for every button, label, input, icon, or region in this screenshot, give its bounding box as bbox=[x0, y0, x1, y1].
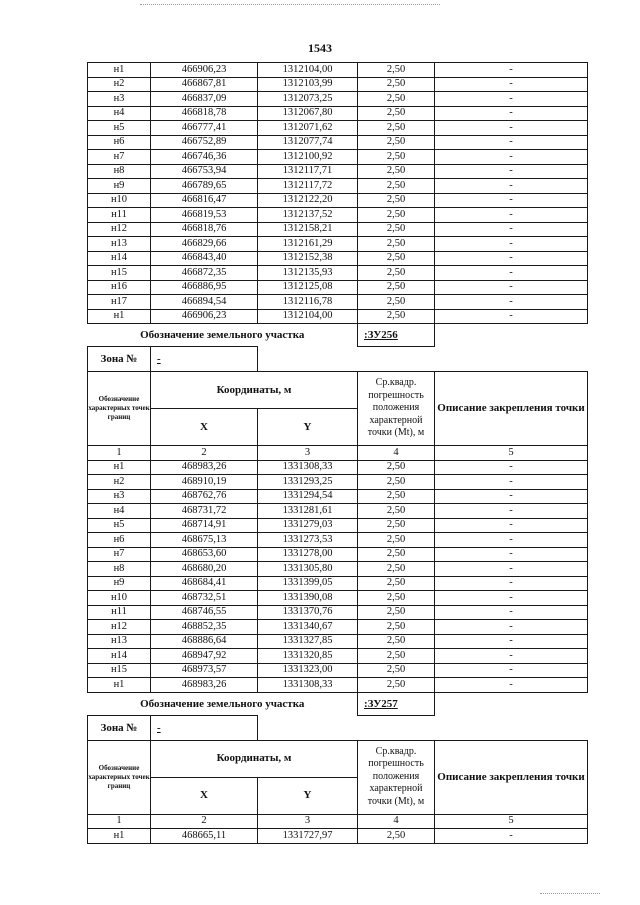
table-row bbox=[88, 280, 588, 295]
point-id-cell: н2 bbox=[88, 475, 151, 490]
description-cell: - bbox=[435, 634, 588, 649]
error-cell: 2,50 bbox=[358, 135, 435, 150]
point-id-cell: н1 bbox=[88, 678, 151, 693]
description-cell: - bbox=[435, 280, 588, 295]
table-row bbox=[88, 121, 588, 136]
col-number: 5 bbox=[435, 446, 588, 461]
y-coordinate-cell: 1312137,52 bbox=[258, 208, 358, 223]
y-coordinate-cell: 1312104,00 bbox=[258, 309, 358, 324]
section-zu257 bbox=[88, 692, 588, 829]
point-id-cell: н5 bbox=[88, 121, 151, 136]
x-coordinate-cell: 468714,91 bbox=[151, 518, 258, 533]
point-id-cell: н9 bbox=[88, 576, 151, 591]
description-cell: - bbox=[435, 121, 588, 136]
col-number: 3 bbox=[258, 446, 358, 461]
y-coordinate-cell: 1312073,25 bbox=[258, 92, 358, 107]
table-row bbox=[88, 620, 588, 635]
x-coordinate-cell: 466894,54 bbox=[151, 295, 258, 310]
header-error: Ср.квадр. погрешность положения характерной точки (Mt), м bbox=[358, 372, 435, 446]
point-id-cell: н13 bbox=[88, 634, 151, 649]
y-coordinate-cell: 1312125,08 bbox=[258, 280, 358, 295]
description-cell: - bbox=[435, 266, 588, 281]
x-coordinate-cell: 466752,89 bbox=[151, 135, 258, 150]
col-number: 1 bbox=[88, 814, 151, 829]
x-coordinate-cell: 466843,40 bbox=[151, 251, 258, 266]
zone-label: Зона № bbox=[88, 347, 151, 372]
y-coordinate-cell: 1312067,80 bbox=[258, 106, 358, 121]
description-cell: - bbox=[435, 678, 588, 693]
error-cell: 2,50 bbox=[358, 179, 435, 194]
error-cell: 2,50 bbox=[358, 678, 435, 693]
x-coordinate-cell: 468732,51 bbox=[151, 591, 258, 606]
table-row bbox=[88, 829, 588, 844]
x-coordinate-cell: 468983,26 bbox=[151, 678, 258, 693]
point-id-cell: н8 bbox=[88, 562, 151, 577]
zone-value: - bbox=[151, 715, 258, 740]
error-cell: 2,50 bbox=[358, 63, 435, 78]
y-coordinate-cell: 1331278,00 bbox=[258, 547, 358, 562]
table-row bbox=[88, 634, 588, 649]
point-id-cell: н4 bbox=[88, 106, 151, 121]
y-coordinate-cell: 1331370,76 bbox=[258, 605, 358, 620]
y-coordinate-cell: 1331399,05 bbox=[258, 576, 358, 591]
header-description: Описание закрепления точки bbox=[435, 740, 588, 814]
table-row bbox=[88, 562, 588, 577]
table-row bbox=[88, 179, 588, 194]
error-cell: 2,50 bbox=[358, 504, 435, 519]
error-cell: 2,50 bbox=[358, 489, 435, 504]
error-cell: 2,50 bbox=[358, 121, 435, 136]
table-row bbox=[88, 106, 588, 121]
error-cell: 2,50 bbox=[358, 518, 435, 533]
y-coordinate-cell: 1312117,72 bbox=[258, 179, 358, 194]
description-cell: - bbox=[435, 649, 588, 664]
error-cell: 2,50 bbox=[358, 533, 435, 548]
y-coordinate-cell: 1331320,85 bbox=[258, 649, 358, 664]
error-cell: 2,50 bbox=[358, 634, 435, 649]
error-cell: 2,50 bbox=[358, 605, 435, 620]
point-id-cell: н7 bbox=[88, 547, 151, 562]
y-coordinate-cell: 1312104,00 bbox=[258, 63, 358, 78]
y-coordinate-cell: 1331293,25 bbox=[258, 475, 358, 490]
error-cell: 2,50 bbox=[358, 649, 435, 664]
error-cell: 2,50 bbox=[358, 251, 435, 266]
table-row bbox=[88, 222, 588, 237]
section-zu256-rows bbox=[88, 460, 588, 692]
table-row bbox=[88, 295, 588, 310]
x-coordinate-cell: 468973,57 bbox=[151, 663, 258, 678]
point-id-cell: н1 bbox=[88, 63, 151, 78]
table-row bbox=[88, 77, 588, 92]
description-cell: - bbox=[435, 92, 588, 107]
table-row bbox=[88, 547, 588, 562]
table-row bbox=[88, 533, 588, 548]
point-id-cell: н12 bbox=[88, 620, 151, 635]
point-id-cell: н11 bbox=[88, 605, 151, 620]
point-id-cell: н15 bbox=[88, 266, 151, 281]
y-coordinate-cell: 1312117,71 bbox=[258, 164, 358, 179]
land-plot-title-label: Обозначение земельного участка bbox=[88, 692, 358, 715]
y-coordinate-cell: 1312158,21 bbox=[258, 222, 358, 237]
point-id-cell: н8 bbox=[88, 164, 151, 179]
description-cell: - bbox=[435, 135, 588, 150]
table-row bbox=[88, 63, 588, 78]
description-cell: - bbox=[435, 150, 588, 165]
description-cell: - bbox=[435, 77, 588, 92]
point-id-cell: н7 bbox=[88, 150, 151, 165]
x-coordinate-cell: 466837,09 bbox=[151, 92, 258, 107]
description-cell: - bbox=[435, 829, 588, 844]
y-coordinate-cell: 1312161,29 bbox=[258, 237, 358, 252]
x-coordinate-cell: 466818,76 bbox=[151, 222, 258, 237]
table-row bbox=[88, 164, 588, 179]
error-cell: 2,50 bbox=[358, 663, 435, 678]
y-coordinate-cell: 1331308,33 bbox=[258, 678, 358, 693]
col-number: 2 bbox=[151, 446, 258, 461]
error-cell: 2,50 bbox=[358, 829, 435, 844]
x-coordinate-cell: 466816,47 bbox=[151, 193, 258, 208]
point-id-cell: н1 bbox=[88, 460, 151, 475]
description-cell: - bbox=[435, 193, 588, 208]
scan-edge-bottom bbox=[540, 893, 600, 896]
header-x: X bbox=[151, 777, 258, 814]
table-row bbox=[88, 208, 588, 223]
section-zu256 bbox=[88, 324, 588, 461]
table-row bbox=[88, 489, 588, 504]
y-coordinate-cell: 1312135,93 bbox=[258, 266, 358, 281]
table-row bbox=[88, 591, 588, 606]
error-cell: 2,50 bbox=[358, 208, 435, 223]
description-cell: - bbox=[435, 164, 588, 179]
description-cell: - bbox=[435, 295, 588, 310]
x-coordinate-cell: 466819,53 bbox=[151, 208, 258, 223]
point-id-cell: н12 bbox=[88, 222, 151, 237]
point-id-cell: н14 bbox=[88, 251, 151, 266]
error-cell: 2,50 bbox=[358, 193, 435, 208]
error-cell: 2,50 bbox=[358, 77, 435, 92]
description-cell: - bbox=[435, 63, 588, 78]
y-coordinate-cell: 1312100,92 bbox=[258, 150, 358, 165]
table-row bbox=[88, 92, 588, 107]
header-y: Y bbox=[258, 409, 358, 446]
table-row bbox=[88, 504, 588, 519]
table-row bbox=[88, 475, 588, 490]
point-id-cell: н3 bbox=[88, 92, 151, 107]
header-coordinates: Координаты, м bbox=[151, 372, 358, 409]
col-number: 1 bbox=[88, 446, 151, 461]
col-number: 4 bbox=[358, 814, 435, 829]
error-cell: 2,50 bbox=[358, 620, 435, 635]
x-coordinate-cell: 468983,26 bbox=[151, 460, 258, 475]
y-coordinate-cell: 1312103,99 bbox=[258, 77, 358, 92]
description-cell: - bbox=[435, 620, 588, 635]
page-number: 1543 bbox=[308, 41, 332, 55]
table-row bbox=[88, 193, 588, 208]
land-plot-id: :ЗУ257 bbox=[358, 692, 435, 715]
x-coordinate-cell: 468947,92 bbox=[151, 649, 258, 664]
error-cell: 2,50 bbox=[358, 106, 435, 121]
x-coordinate-cell: 466746,36 bbox=[151, 150, 258, 165]
y-coordinate-cell: 1312122,20 bbox=[258, 193, 358, 208]
description-cell: - bbox=[435, 208, 588, 223]
zone-value: - bbox=[151, 347, 258, 372]
y-coordinate-cell: 1312116,78 bbox=[258, 295, 358, 310]
error-cell: 2,50 bbox=[358, 576, 435, 591]
table-row bbox=[88, 150, 588, 165]
coordinates-table bbox=[87, 62, 588, 844]
point-id-cell: н5 bbox=[88, 518, 151, 533]
x-coordinate-cell: 468910,19 bbox=[151, 475, 258, 490]
description-cell: - bbox=[435, 251, 588, 266]
x-coordinate-cell: 468852,35 bbox=[151, 620, 258, 635]
x-coordinate-cell: 466886,95 bbox=[151, 280, 258, 295]
header-point-designation: Обозначение характерных точек границ bbox=[88, 372, 151, 446]
y-coordinate-cell: 1331727,97 bbox=[258, 829, 358, 844]
y-coordinate-cell: 1331273,53 bbox=[258, 533, 358, 548]
point-id-cell: н15 bbox=[88, 663, 151, 678]
table-row bbox=[88, 237, 588, 252]
table-row bbox=[88, 251, 588, 266]
x-coordinate-cell: 468746,55 bbox=[151, 605, 258, 620]
description-cell: - bbox=[435, 106, 588, 121]
x-coordinate-cell: 468684,41 bbox=[151, 576, 258, 591]
error-cell: 2,50 bbox=[358, 164, 435, 179]
header-x: X bbox=[151, 409, 258, 446]
table-row bbox=[88, 135, 588, 150]
error-cell: 2,50 bbox=[358, 150, 435, 165]
y-coordinate-cell: 1331294,54 bbox=[258, 489, 358, 504]
description-cell: - bbox=[435, 475, 588, 490]
x-coordinate-cell: 466906,23 bbox=[151, 63, 258, 78]
y-coordinate-cell: 1331305,80 bbox=[258, 562, 358, 577]
point-id-cell: н17 bbox=[88, 295, 151, 310]
header-error: Ср.квадр. погрешность положения характерной точки (Mt), м bbox=[358, 740, 435, 814]
description-cell: - bbox=[435, 591, 588, 606]
x-coordinate-cell: 468731,72 bbox=[151, 504, 258, 519]
x-coordinate-cell: 466867,81 bbox=[151, 77, 258, 92]
y-coordinate-cell: 1331281,61 bbox=[258, 504, 358, 519]
column-number-row bbox=[88, 814, 588, 829]
x-coordinate-cell: 466872,35 bbox=[151, 266, 258, 281]
zone-label: Зона № bbox=[88, 715, 151, 740]
block1-rows bbox=[88, 63, 588, 324]
col-number: 2 bbox=[151, 814, 258, 829]
description-cell: - bbox=[435, 518, 588, 533]
error-cell: 2,50 bbox=[358, 475, 435, 490]
description-cell: - bbox=[435, 237, 588, 252]
section-zu257-rows bbox=[88, 829, 588, 844]
point-id-cell: н2 bbox=[88, 77, 151, 92]
table-row bbox=[88, 678, 588, 693]
y-coordinate-cell: 1331279,03 bbox=[258, 518, 358, 533]
x-coordinate-cell: 468680,20 bbox=[151, 562, 258, 577]
description-cell: - bbox=[435, 222, 588, 237]
point-id-cell: н4 bbox=[88, 504, 151, 519]
col-number: 5 bbox=[435, 814, 588, 829]
header-coordinates: Координаты, м bbox=[151, 740, 358, 777]
point-id-cell: н6 bbox=[88, 135, 151, 150]
x-coordinate-cell: 466777,41 bbox=[151, 121, 258, 136]
point-id-cell: н1 bbox=[88, 829, 151, 844]
header-description: Описание закрепления точки bbox=[435, 372, 588, 446]
col-number: 3 bbox=[258, 814, 358, 829]
error-cell: 2,50 bbox=[358, 237, 435, 252]
description-cell: - bbox=[435, 460, 588, 475]
x-coordinate-cell: 466829,66 bbox=[151, 237, 258, 252]
description-cell: - bbox=[435, 547, 588, 562]
table-row bbox=[88, 309, 588, 324]
error-cell: 2,50 bbox=[358, 547, 435, 562]
error-cell: 2,50 bbox=[358, 460, 435, 475]
y-coordinate-cell: 1331340,67 bbox=[258, 620, 358, 635]
table-row bbox=[88, 576, 588, 591]
description-cell: - bbox=[435, 309, 588, 324]
table-row bbox=[88, 266, 588, 281]
error-cell: 2,50 bbox=[358, 92, 435, 107]
table-row bbox=[88, 605, 588, 620]
x-coordinate-cell: 468886,64 bbox=[151, 634, 258, 649]
table-row bbox=[88, 460, 588, 475]
error-cell: 2,50 bbox=[358, 280, 435, 295]
x-coordinate-cell: 468665,11 bbox=[151, 829, 258, 844]
x-coordinate-cell: 468653,60 bbox=[151, 547, 258, 562]
land-plot-id: :ЗУ256 bbox=[358, 324, 435, 347]
description-cell: - bbox=[435, 576, 588, 591]
table-row bbox=[88, 649, 588, 664]
table-row bbox=[88, 663, 588, 678]
scan-edge-top bbox=[140, 4, 440, 7]
y-coordinate-cell: 1331390,08 bbox=[258, 591, 358, 606]
col-number: 4 bbox=[358, 446, 435, 461]
y-coordinate-cell: 1331308,33 bbox=[258, 460, 358, 475]
error-cell: 2,50 bbox=[358, 309, 435, 324]
description-cell: - bbox=[435, 179, 588, 194]
error-cell: 2,50 bbox=[358, 295, 435, 310]
error-cell: 2,50 bbox=[358, 266, 435, 281]
x-coordinate-cell: 468762,76 bbox=[151, 489, 258, 504]
header-point-designation: Обозначение характерных точек границ bbox=[88, 740, 151, 814]
y-coordinate-cell: 1331327,85 bbox=[258, 634, 358, 649]
x-coordinate-cell: 466906,23 bbox=[151, 309, 258, 324]
description-cell: - bbox=[435, 533, 588, 548]
point-id-cell: н10 bbox=[88, 193, 151, 208]
y-coordinate-cell: 1312077,74 bbox=[258, 135, 358, 150]
error-cell: 2,50 bbox=[358, 562, 435, 577]
point-id-cell: н14 bbox=[88, 649, 151, 664]
column-number-row bbox=[88, 446, 588, 461]
description-cell: - bbox=[435, 663, 588, 678]
header-y: Y bbox=[258, 777, 358, 814]
y-coordinate-cell: 1331323,00 bbox=[258, 663, 358, 678]
table-row bbox=[88, 518, 588, 533]
x-coordinate-cell: 466789,65 bbox=[151, 179, 258, 194]
point-id-cell: н6 bbox=[88, 533, 151, 548]
description-cell: - bbox=[435, 605, 588, 620]
point-id-cell: н3 bbox=[88, 489, 151, 504]
description-cell: - bbox=[435, 489, 588, 504]
point-id-cell: н13 bbox=[88, 237, 151, 252]
y-coordinate-cell: 1312071,62 bbox=[258, 121, 358, 136]
description-cell: - bbox=[435, 562, 588, 577]
x-coordinate-cell: 466753,94 bbox=[151, 164, 258, 179]
point-id-cell: н16 bbox=[88, 280, 151, 295]
land-plot-title-label: Обозначение земельного участка bbox=[88, 324, 358, 347]
point-id-cell: н11 bbox=[88, 208, 151, 223]
x-coordinate-cell: 466818,78 bbox=[151, 106, 258, 121]
description-cell: - bbox=[435, 504, 588, 519]
point-id-cell: н10 bbox=[88, 591, 151, 606]
error-cell: 2,50 bbox=[358, 222, 435, 237]
y-coordinate-cell: 1312152,38 bbox=[258, 251, 358, 266]
point-id-cell: н9 bbox=[88, 179, 151, 194]
x-coordinate-cell: 468675,13 bbox=[151, 533, 258, 548]
point-id-cell: н1 bbox=[88, 309, 151, 324]
error-cell: 2,50 bbox=[358, 591, 435, 606]
